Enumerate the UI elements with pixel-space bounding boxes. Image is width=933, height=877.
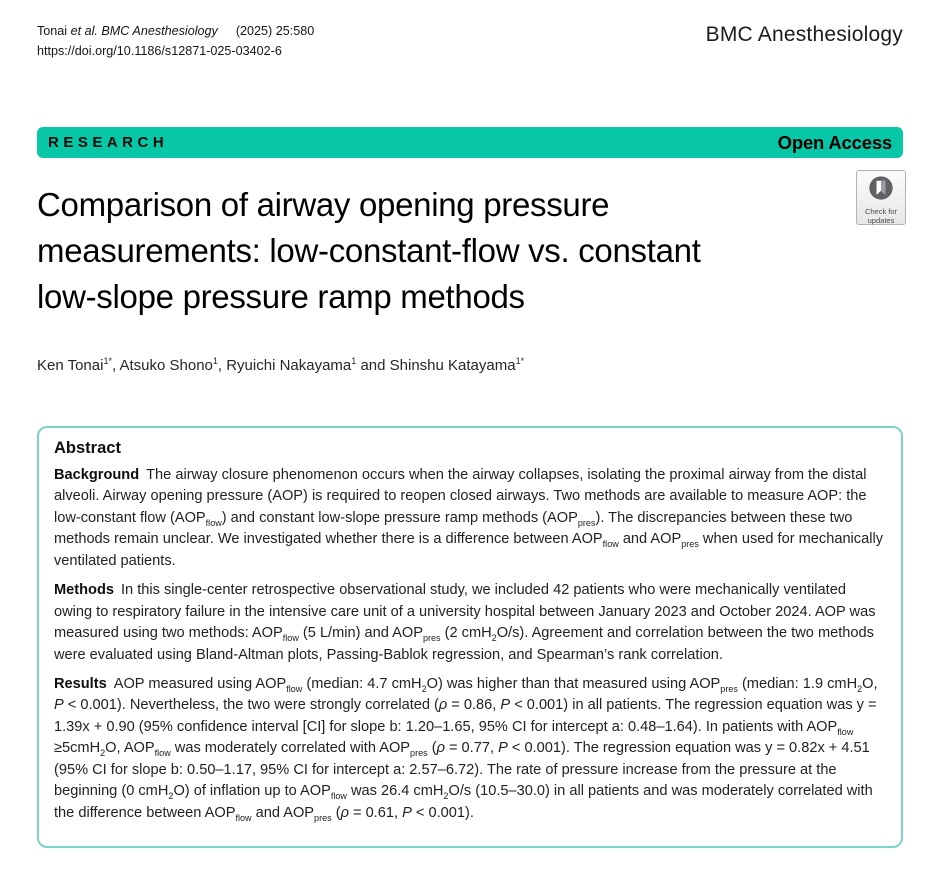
page-header xyxy=(37,22,903,61)
citation-block xyxy=(37,22,314,61)
badge-text-line1: Check for xyxy=(864,207,898,216)
section-label-results: Results xyxy=(54,675,107,692)
article-title: Comparison of airway opening pressure measurements: low-constant-flow vs. constant low-slope pressure ramp methods xyxy=(37,186,701,316)
crossmark-bookmark-icon xyxy=(867,189,895,206)
abstract-box xyxy=(37,426,903,848)
section-text-results: AOP measured using $AOP_{flow}$ (median: 4.7 cmH$_2$O) was higher than that measured using $AOP_{pres}$ (median: 1.9 cmH$_2$O, P < 0.001). Nevertheless, the two were strongly correlated (ρ = 0.86, P < 0.001) in all patients. The regression equation was y = 1.39x + 0.90 (95% confidence interval [CI] for slope b: 1.20–1.65, 95% CI for intercept a: 0.48–1.64). In patients with $AOP_{flow} \ge 5cmH_2O$, $AOP_{flow}$ was moderately correlated with $AOP_{pres}$ (ρ = 0.77, P < 0.001). The regression equation was y = 0.82x + 4.51 (95% CI for slope b: 0.50–1.17, 95% CI for intercept a: 2.57–6.72). The rate of pressure increase from the pressure at the beginning (0 cmH$_2$O) of inflation up to $AOP_{flow}$ was 26.4 cmH$_2$O/s (10.5–30.0) in all patients and was moderately correlated with the difference between $AOP_{flow}$ and $AOP_{pres}$ (ρ = 0.61, P < 0.001). xyxy=(54,675,878,823)
authors-line: Ken Tonai$^{1*}$, Atsuko Shono$^1$, Ryuichi Nakayama$^1$ and Shinshu Katayama$^{1*}$ xyxy=(37,356,525,374)
section-text-background: The airway closure phenomenon occurs when the airway collapses, isolating the proximal airway from the distal alveoli. Airway opening pressure (AOP) is required to reopen closed airways. Two methods are available to measure AOP: the low-constant flow $(AOP_{flow})$ and constant low-slope pressure ramp methods $(AOP_{pres})$. The discrepancies between these two methods remain unclear. We investigated whether there is a difference between $AOP_{flow}$ and $AOP_{pres}$ when used for mechanically ventilated patients. xyxy=(54,467,883,569)
citation-line: Tonai et al. BMC Anesthesiology (2025) 25:580 xyxy=(37,24,315,38)
abstract-section-methods xyxy=(54,580,886,666)
section-label-background: Background xyxy=(54,467,140,483)
abstract-section-background xyxy=(54,465,886,572)
doi-link[interactable]: https://doi.org/10.1186/s12871-025-03402-6 xyxy=(37,43,282,58)
abstract-section-results xyxy=(54,674,886,824)
article-type-banner xyxy=(37,127,903,158)
check-for-updates-badge[interactable] xyxy=(856,170,906,225)
section-text-methods: In this single-center retrospective observational study, we included 42 patients who were mechanically ventilated owing to respiratory failure in the intensive care unit of a university hospital between January 2023 and October 2024. AOP was measured using two methods: $AOP_{flow}$ (5 L/min) and $AOP_{pres}$ (2 cmH$_2$O/s). Agreement and correlation between the two methods were evaluated using Bland-Altman plots, Passing-Bablok regression, and Spearman’s rank correlation. xyxy=(54,582,876,663)
open-access-label: Open Access xyxy=(777,131,892,153)
section-label-methods: Methods xyxy=(54,582,114,599)
abstract-heading: Abstract xyxy=(54,439,121,457)
article-type-label: RESEARCH xyxy=(48,134,169,151)
journal-name: BMC Anesthesiology xyxy=(705,23,903,46)
badge-text-line2: updates xyxy=(867,216,895,226)
